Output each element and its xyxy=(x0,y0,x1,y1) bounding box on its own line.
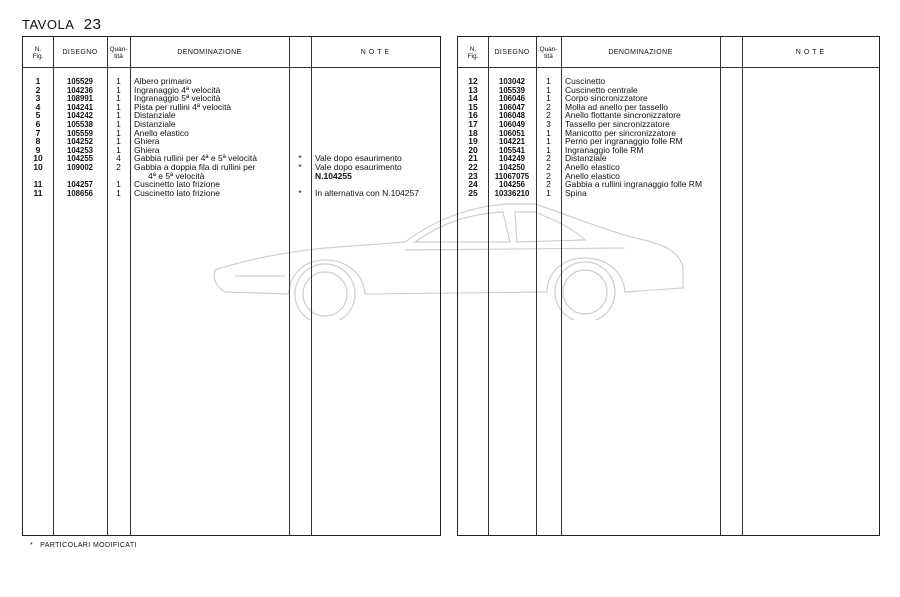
cell-fig: 4 xyxy=(35,101,41,112)
header-disegno: DISEGNO xyxy=(62,49,98,57)
cell-denominazione: Cuscinetto centrale xyxy=(565,84,638,95)
cell-denominazione: Anello flottante sincronizzatore xyxy=(565,110,681,121)
cell-denominazione: Cuscinetto lato frizione xyxy=(134,187,220,198)
header-note: NOTE xyxy=(360,49,393,57)
cell-disegno: 106048 xyxy=(498,111,526,121)
cell-note: Vale dopo esaurimento xyxy=(315,153,402,164)
cell-disegno: 11067075 xyxy=(494,171,530,181)
cell-disegno: 108991 xyxy=(66,94,94,104)
header-disegno: DISEGNO xyxy=(494,49,530,57)
cell-disegno: 104257 xyxy=(66,180,94,190)
cell-fig: 11 xyxy=(33,179,43,190)
cell-quantita: 1 xyxy=(116,144,121,155)
cell-disegno: 106051 xyxy=(498,128,526,138)
cell-quantita: 2 xyxy=(546,110,551,121)
cell-denominazione: Gabbia a doppia fila di rullini per xyxy=(134,162,256,172)
cell-quantita: 1 xyxy=(116,187,121,198)
cell-denominazione: Ghiera xyxy=(134,136,160,147)
cell-fig: 3 xyxy=(35,93,41,104)
cell-fig: 6 xyxy=(35,119,41,129)
cell-denominazione: Cuscinetto xyxy=(565,76,606,86)
cell-denominazione: Anello elastico xyxy=(565,170,620,181)
cell-denominazione: Cuscinetto lato frizione xyxy=(134,179,220,190)
cell-disegno: 105559 xyxy=(66,128,94,138)
parts-table-left xyxy=(22,36,441,536)
cell-modified-mark: * xyxy=(298,187,302,198)
page-title xyxy=(22,16,101,33)
cell-quantita: 2 xyxy=(546,101,551,112)
cell-fig: 15 xyxy=(468,101,478,112)
cell-note: Vale dopo esaurimento xyxy=(315,162,402,172)
cell-quantita: 2 xyxy=(546,170,551,181)
cell-disegno: 103042 xyxy=(498,77,526,86)
cell-denominazione: Gabbia a rullini ingranaggio folle RM xyxy=(565,179,703,190)
cell-fig: 12 xyxy=(468,76,478,86)
cell-quantita: 1 xyxy=(116,84,121,95)
cell-fig: 25 xyxy=(468,187,478,198)
cell-denominazione: Ghiera xyxy=(134,144,160,155)
cell-quantita: 1 xyxy=(116,179,121,190)
cell-disegno: 104242 xyxy=(66,111,94,121)
cell-fig: 17 xyxy=(468,119,478,129)
cell-quantita: 1 xyxy=(116,119,121,129)
cell-quantita: 2 xyxy=(546,162,551,172)
cell-disegno: 105529 xyxy=(66,77,94,86)
footnote-mark: * xyxy=(30,542,34,549)
cell-disegno: 104241 xyxy=(66,102,94,112)
cell-denominazione: Ingranaggio 4ª velocità xyxy=(134,84,221,95)
cell-disegno: 104255 xyxy=(66,154,94,164)
cell-quantita: 1 xyxy=(546,93,551,104)
cell-note: N.104255 xyxy=(315,170,352,181)
cell-disegno: 105538 xyxy=(66,120,94,129)
cell-fig: 5 xyxy=(35,110,41,121)
cell-denominazione: Molla ad anello per tassello xyxy=(565,101,669,112)
footnote-text: PARTICOLARI MODIFICATI xyxy=(40,542,137,549)
cell-fig: 23 xyxy=(468,170,478,181)
table-number: 23 xyxy=(83,16,102,33)
cell-quantita: 1 xyxy=(116,101,121,112)
table-row xyxy=(458,189,879,198)
cell-denominazione: Distanziale xyxy=(565,153,607,164)
cell-denominazione: Spina xyxy=(565,187,587,198)
cell-quantita: 2 xyxy=(116,162,121,172)
cell-denominazione: Ingranaggio folle RM xyxy=(565,144,644,155)
cell-disegno: 105541 xyxy=(498,145,526,155)
cell-fig: 14 xyxy=(468,93,478,104)
cell-quantita: 1 xyxy=(546,187,551,198)
cell-disegno: 104253 xyxy=(66,145,94,155)
cell-modified-mark: * xyxy=(298,162,302,172)
cell-fig: 9 xyxy=(35,144,41,155)
cell-fig: 8 xyxy=(35,136,41,147)
cell-quantita: 4 xyxy=(116,153,121,164)
cell-quantita: 2 xyxy=(546,179,551,190)
table-row xyxy=(23,189,440,198)
cell-fig: 24 xyxy=(468,179,478,190)
cell-quantita: 1 xyxy=(546,144,551,155)
cell-fig: 16 xyxy=(468,110,478,121)
cell-denominazione: 4ª e 5ª velocità xyxy=(148,170,205,181)
page-title-label: TAVOLA xyxy=(22,17,74,32)
cell-denominazione: Distanziale xyxy=(134,119,176,129)
cell-fig: 19 xyxy=(468,136,478,147)
cell-denominazione: Anello elastico xyxy=(134,127,189,138)
cell-quantita: 1 xyxy=(546,127,551,138)
cell-quantita: 3 xyxy=(546,119,551,129)
cell-quantita: 1 xyxy=(116,136,121,147)
header-fig: N. Fig. xyxy=(467,45,479,60)
cell-quantita: 1 xyxy=(546,136,551,147)
header-quantita: Quan- tità xyxy=(539,45,558,60)
cell-quantita: 2 xyxy=(546,153,551,164)
header-denominazione: DENOMINAZIONE xyxy=(608,49,673,57)
cell-denominazione: Gabbia rullini per 4ª e 5ª velocità xyxy=(134,153,257,164)
cell-denominazione: Distanziale xyxy=(134,110,176,121)
cell-quantita: 1 xyxy=(546,84,551,95)
cell-fig: 20 xyxy=(468,144,478,155)
cell-denominazione: Pista per rullini 4ª velocità xyxy=(134,101,232,112)
cell-disegno: 106049 xyxy=(498,120,526,129)
cell-modified-mark: * xyxy=(298,153,302,164)
cell-denominazione: Tassello per sincronizzatore xyxy=(565,119,670,129)
cell-disegno: 10336210 xyxy=(494,188,530,198)
cell-quantita: 1 xyxy=(116,93,121,104)
cell-denominazione: Perno per ingranaggio folle RM xyxy=(565,136,683,147)
header-note: NOTE xyxy=(795,49,828,57)
cell-disegno: 104221 xyxy=(498,137,526,147)
parts-table-right xyxy=(457,36,880,536)
cell-disegno: 106046 xyxy=(498,94,526,104)
cell-fig: 13 xyxy=(468,84,478,95)
cell-disegno: 109002 xyxy=(66,163,94,172)
header-fig: N. Fig. xyxy=(32,45,44,60)
footnote xyxy=(30,542,137,549)
cell-fig: 1 xyxy=(35,76,41,86)
cell-fig: 18 xyxy=(468,127,478,138)
cell-disegno: 104252 xyxy=(66,137,94,147)
cell-quantita: 1 xyxy=(116,127,121,138)
cell-fig: 7 xyxy=(35,127,41,138)
cell-denominazione: Manicotto per sincronizzatore xyxy=(565,127,677,138)
cell-disegno: 104236 xyxy=(66,85,94,95)
cell-note: In alternativa con N.104257 xyxy=(315,187,419,198)
cell-fig: 21 xyxy=(468,153,478,164)
cell-quantita: 1 xyxy=(546,76,551,86)
cell-disegno: 108656 xyxy=(66,188,94,198)
cell-denominazione: Albero primario xyxy=(134,76,192,86)
header-denominazione: DENOMINAZIONE xyxy=(177,49,242,57)
cell-disegno: 104249 xyxy=(498,154,526,164)
cell-denominazione: Anello elastico xyxy=(565,162,620,172)
cell-denominazione: Ingranaggio 5ª velocità xyxy=(134,93,221,104)
cell-fig: 10 xyxy=(33,153,43,164)
cell-fig: 10 xyxy=(33,162,43,172)
cell-fig: 22 xyxy=(468,162,478,172)
cell-disegno: 104256 xyxy=(498,180,526,190)
cell-fig: 2 xyxy=(35,84,41,95)
cell-disegno: 104250 xyxy=(498,163,526,172)
cell-fig: 11 xyxy=(33,187,43,198)
cell-denominazione: Corpo sincronizzatore xyxy=(565,93,648,104)
cell-quantita: 1 xyxy=(116,76,121,86)
header-quantita: Quan- tità xyxy=(109,45,128,60)
cell-disegno: 105539 xyxy=(498,85,526,95)
cell-disegno: 106047 xyxy=(498,102,526,112)
cell-quantita: 1 xyxy=(116,110,121,121)
